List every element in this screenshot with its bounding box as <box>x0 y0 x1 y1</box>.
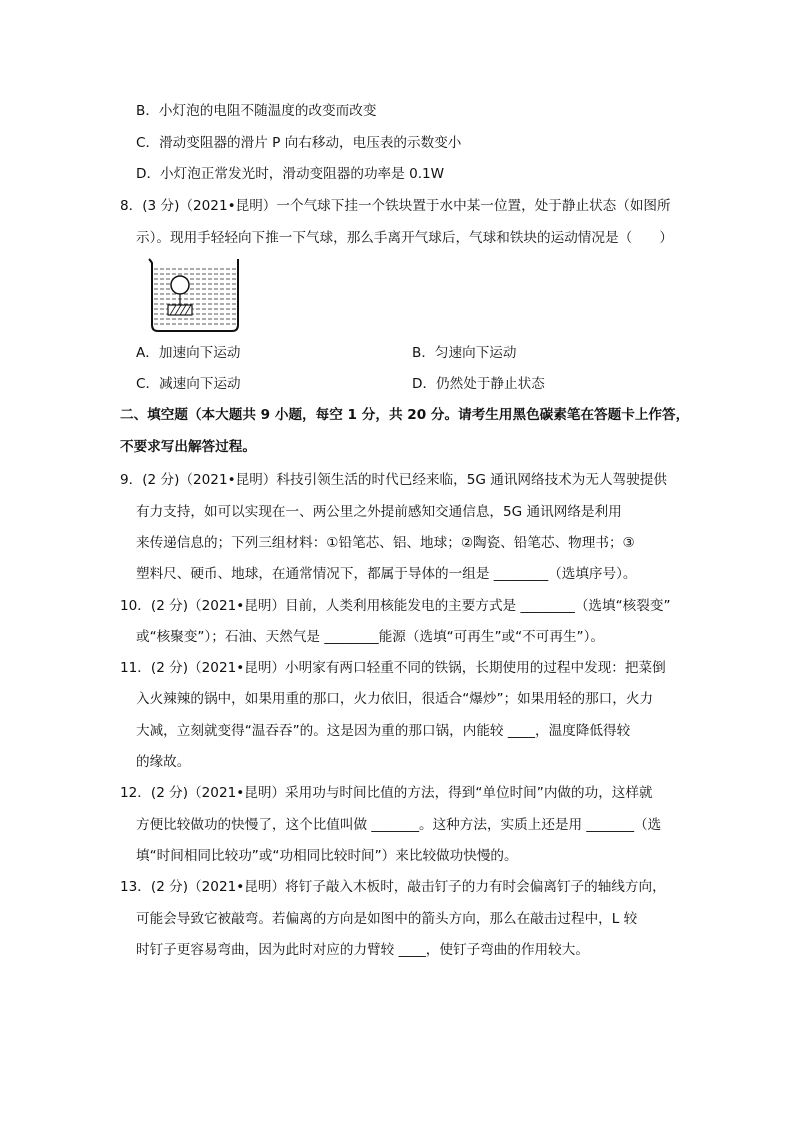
section2-heading-line1: 二、填空题（本大题共 9 小题，每空 1 分，共 20 分。请考生用黑色碳素笔在答题卡上作答， <box>120 407 690 423</box>
q10-line2: 或“核聚变”）；石油、天然气是 ________能源（选填“可再生”或“不可再生”）。 <box>136 629 604 645</box>
q11-line1: 11．(2 分)（2021•昆明）小明家有两口轻重不同的铁锅，长期使用的过程中发现：把菜倒 <box>120 660 666 676</box>
q12-line2: 方便比较做功的快慢了，这个比值叫做 _______。这种方法，实质上还是用 _______（选 <box>136 817 662 833</box>
q7-option-b: B．小灯泡的电阻不随温度的改变而改变 <box>136 103 377 119</box>
q9-line4: 塑料尺、硬币、地球，在通常情况下，都属于导体的一组是 ________（选填序号）。 <box>136 566 637 582</box>
q11-line3: 大减，立刻就变得“温吞吞”的。这是因为重的那口锅，内能较 ____，温度降低得较 <box>136 723 631 739</box>
water-lines <box>154 269 236 324</box>
q8-option-b: B．匀速向下运动 <box>412 345 517 361</box>
beaker-outline <box>149 259 238 331</box>
q11-line2: 入火辣辣的锅中，如果用重的那口，火力依旧，很适合“爆炒”；如果用轻的那口，火力 <box>136 691 654 707</box>
q8-option-c: C．减速向下运动 <box>136 376 241 392</box>
q7-option-d: D．小灯泡正常发光时，滑动变阻器的功率是 0.1W <box>136 166 445 182</box>
q9-line1: 9．(2 分)（2021•昆明）科技引领生活的时代已经来临，5G 通讯网络技术为无人驾驶提供 <box>120 472 667 488</box>
q9-line3: 来传递信息的；下列三组材料：①铅笔芯、铝、地球；②陶瓷、铅笔芯、物理书；③ <box>136 535 635 551</box>
q8-option-d: D．仍然处于静止状态 <box>412 376 545 392</box>
q13-line3: 时钉子更容易弯曲，因为此时对应的力臂较 ____，使钉子弯曲的作用较大。 <box>136 942 589 958</box>
q9-line2: 有力支持，如可以实现在一、两公里之外提前感知交通信息，5G 通讯网络是利用 <box>136 504 622 520</box>
balloon <box>171 276 189 294</box>
q11-line4: 的缘故。 <box>136 754 191 770</box>
q8-stem-line1: 8．(3 分)（2021•昆明）一个气球下挂一个铁块置于水中某一位置，处于静止状态（如图所 <box>120 198 671 214</box>
q13-line2: 可能会导致它被敲弯。若偏离的方向是如图中的箭头方向，那么在敲击过程中，L 较 <box>136 911 638 927</box>
q10-line1: 10．(2 分)（2021•昆明）目前，人类利用核能发电的主要方式是 ________（选填“核裂变” <box>120 598 671 614</box>
q12-line1: 12．(2 分)（2021•昆明）采用功与时间比值的方法，得到“单位时间”内做的功，这样就 <box>120 785 653 801</box>
q7-option-c: C．滑动变阻器的滑片 P 向右移动，电压表的示数变小 <box>136 135 462 151</box>
q12-line3: 填“时间相同比较功”或“功相同比较时间”）来比较做功快慢的。 <box>136 848 518 864</box>
q13-line1: 13．(2 分)（2021•昆明）将钉子敲入木板时，敲击钉子的力有时会偏离钉子的轴线方向， <box>120 879 666 895</box>
q8-stem-line2: 示）。现用手轻轻向下推一下气球，那么手离开气球后，气球和铁块的运动情况是（ ） <box>136 230 673 246</box>
q8-option-a: A．加速向下运动 <box>136 345 241 361</box>
section2-heading-line2: 不要求写出解答过程。 <box>120 439 256 455</box>
beaker-figure <box>148 255 244 333</box>
